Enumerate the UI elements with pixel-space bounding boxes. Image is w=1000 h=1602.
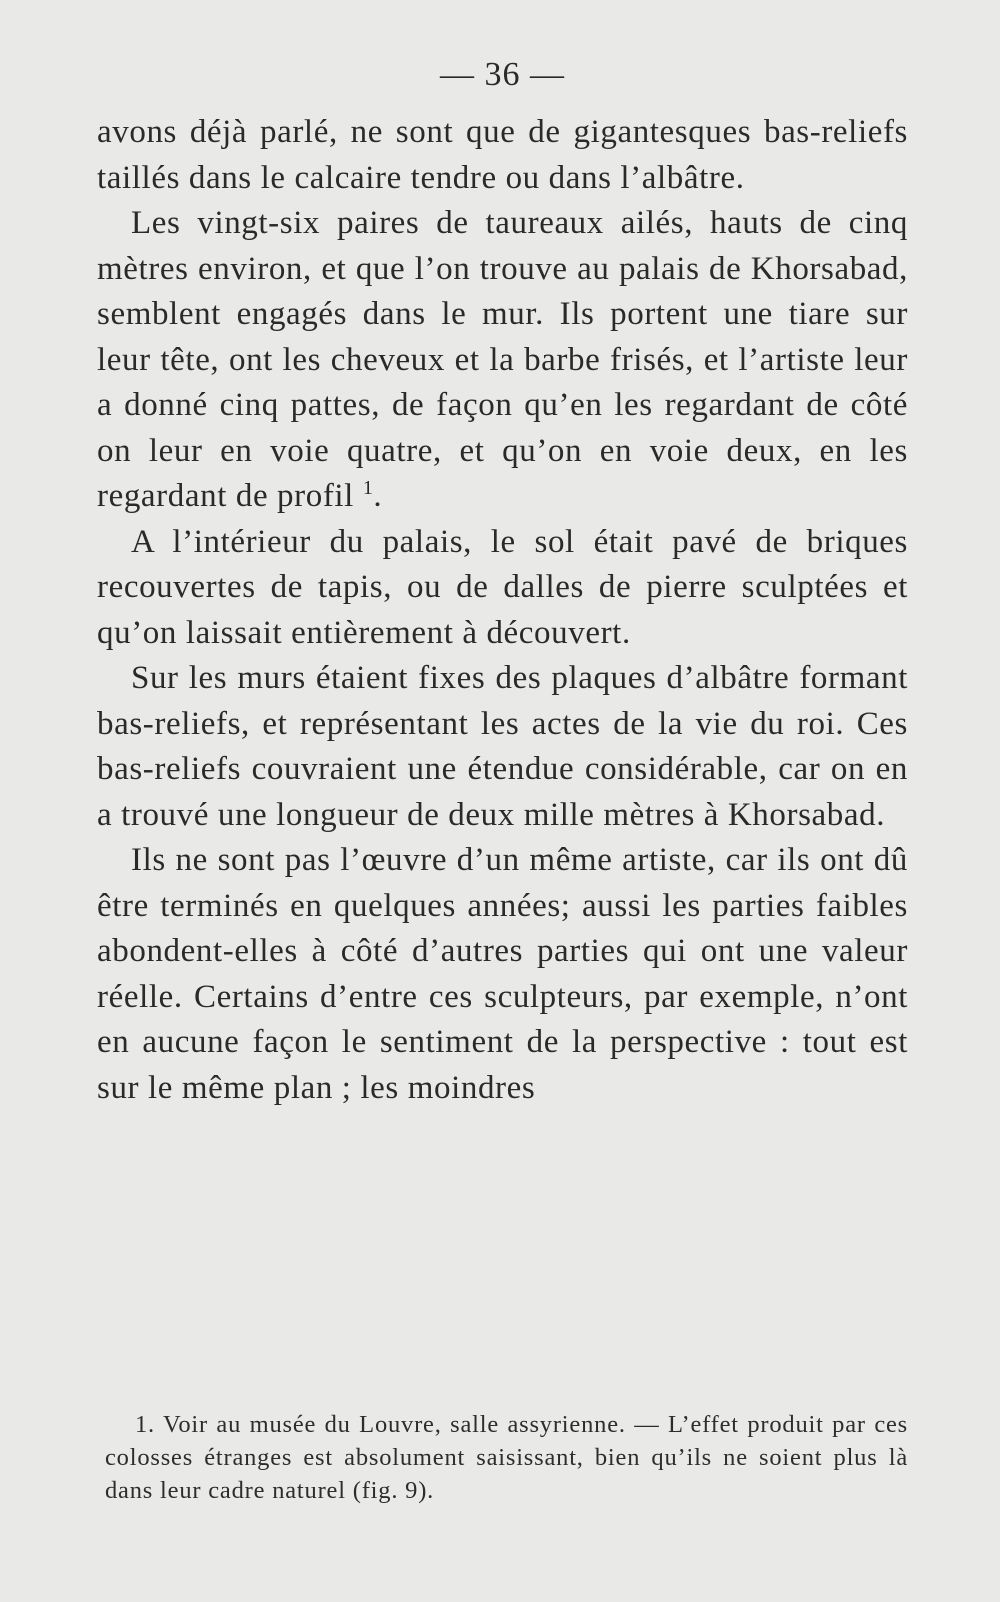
footnote-reference[interactable]: 1 [362,477,374,499]
body-text [97,110,908,1111]
footnote [105,1408,908,1507]
paragraph-3: A l’intérieur du palais, le sol était pavé de briques recouvertes de tapis, ou de dalles de pierre sculptées et qu’on laissait entièrement à découvert. [97,523,908,651]
paragraph-4: Sur les murs étaient fixes des plaques d’albâtre formant bas-reliefs, et représentant les actes de la vie du roi. Ces bas-reliefs couvraient une étendue considérable, car on en a trouvé une longueur de deux mille mètres à Khorsabad. [97,660,908,833]
footnote-number: 1. [135,1411,155,1438]
paragraph-1: avons déjà parlé, ne sont que de gigantesques bas-reliefs taillés dans le calcaire tendre ou dans l’albâtre. [97,114,908,196]
paragraph-2-text: Les vingt-six paires de taureaux ailés, hauts de cinq mètres environ, et que l’on trouve au palais de Khorsabad, semblent engagés dans le mur. Ils portent une tiare sur leur tête, ont les cheveux et la barbe frisés, et l’artiste leur a donné cinq pattes, de façon qu’en les regardant de côté on leur en voie quatre, et qu’on en voie deux, en les regardant de profil [97,205,908,514]
paragraph-2-end: . [373,478,383,514]
paragraph-5: Ils ne sont pas l’œuvre d’un même artiste, car ils ont dû être terminés en quelques années; aussi les parties faibles abondent-elles à côté d’autres parties qui ont une valeur réelle. Certains d’entre ces sculpteurs, par exemple, n’ont en aucune façon le sentiment de la perspective : tout est sur le même plan ; les moindres [97,842,908,1106]
paragraph-2 [97,201,908,520]
footnote-text: Voir au musée du Louvre, salle assyrienne. — L’effet produit par ces colosses étranges est absolument saisissant, bien qu’ils ne soient plus là dans leur cadre naturel (fig. 9). [105,1411,909,1504]
page-number: — 36 — [440,56,565,93]
